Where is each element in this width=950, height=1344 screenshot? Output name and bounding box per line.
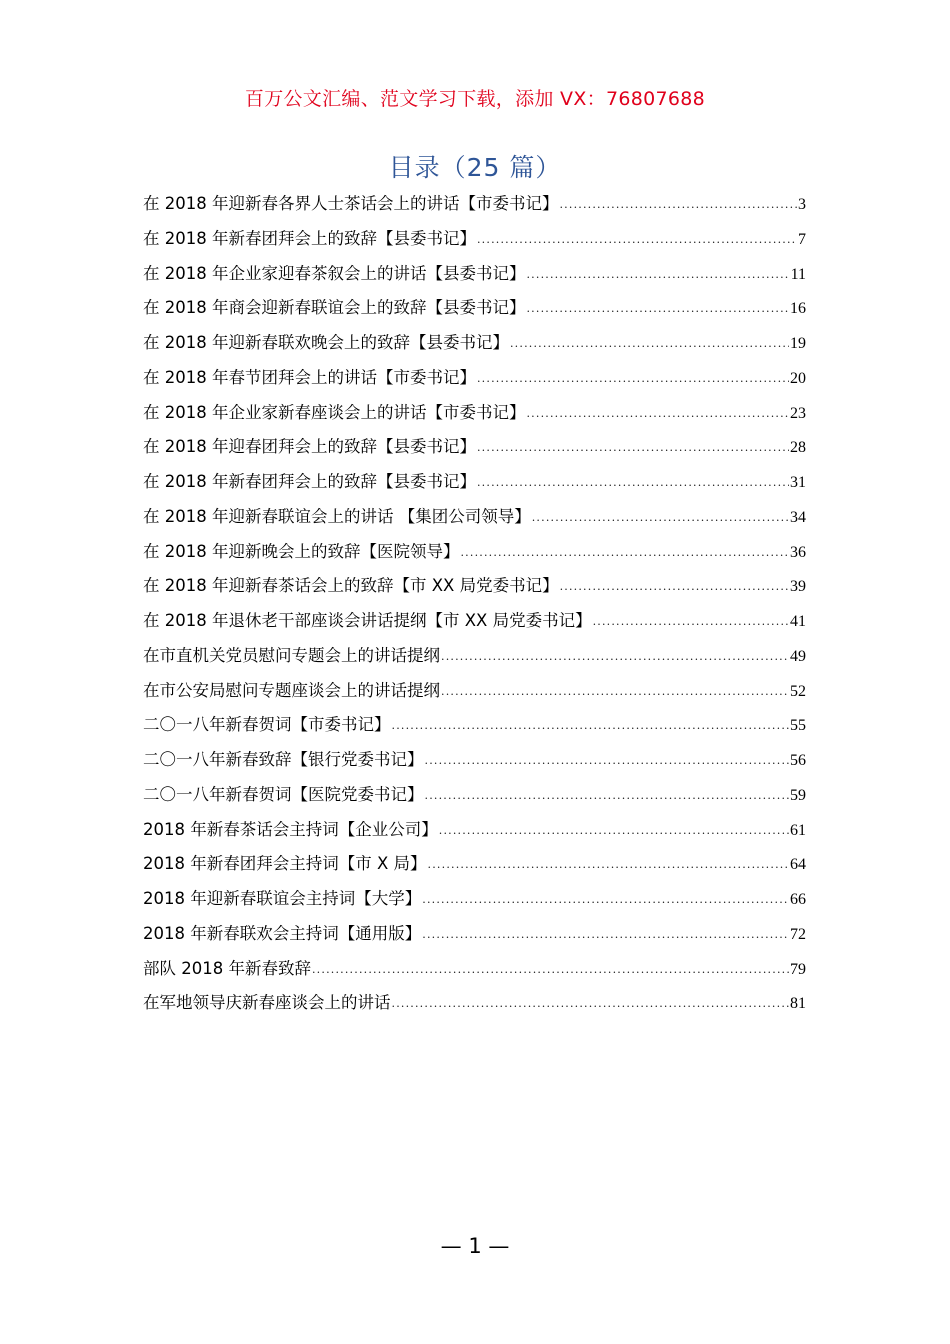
toc-entry-page: 19: [790, 335, 806, 352]
toc-entry-title: 2018 年迎新春联谊会主持词【大学】: [143, 889, 422, 908]
toc-entry-title: 部队 2018 年新春致辞: [143, 958, 311, 978]
toc-entry-page: 3: [798, 196, 806, 213]
toc-entry[interactable]: [143, 677, 806, 712]
dot-leader: [593, 615, 789, 628]
toc-entry-title: 在 2018 年迎新春茶话会上的致辞【市 XX 局党委书记】: [143, 576, 559, 596]
toc-entry[interactable]: [143, 190, 806, 225]
dot-leader: [477, 441, 789, 454]
toc-entry-title: 在市公安局慰问专题座谈会上的讲话提纲: [143, 680, 440, 700]
toc-entry-title: 在军地领导庆新春座谈会上的讲话: [143, 993, 391, 1013]
toc-entry-page: 52: [790, 682, 806, 700]
toc-entry-title: 二〇一八年新春贺词【医院党委书记】: [143, 784, 424, 804]
dot-leader: [425, 754, 790, 767]
dot-leader: [425, 789, 790, 802]
dot-leader: [526, 407, 789, 420]
toc-entry[interactable]: [143, 225, 806, 260]
toc-entry-page: 66: [790, 891, 806, 908]
toc-entry-title: 在 2018 年迎新春联欢晚会上的致辞【县委书记】: [143, 333, 509, 352]
toc-entry-page: 49: [790, 647, 806, 665]
toc-entry-page: 7: [798, 230, 806, 248]
toc-entry-title: 在市直机关党员慰问专题会上的讲话提纲: [143, 645, 440, 665]
toc-entry[interactable]: [143, 260, 806, 295]
toc-entry[interactable]: [143, 399, 806, 434]
toc-entry-page: 81: [790, 995, 806, 1013]
toc-entry-title: 在 2018 年春节团拜会上的讲话【市委书记】: [143, 367, 476, 387]
toc-entry-page: 34: [790, 508, 806, 526]
toc-entry-page: 20: [790, 369, 806, 387]
toc-entry[interactable]: [143, 920, 806, 955]
dot-leader: [510, 337, 789, 350]
toc-entry-page: 61: [790, 821, 806, 839]
toc-entry[interactable]: [143, 364, 806, 399]
toc-entry[interactable]: [143, 503, 806, 538]
toc-entry-page: 56: [790, 752, 806, 769]
toc-entry-page: 79: [790, 960, 806, 978]
toc-entry-page: 31: [790, 474, 806, 491]
dot-leader: [477, 233, 797, 246]
toc-entry-title: 在 2018 年企业家新春座谈会上的讲话【市委书记】: [143, 402, 526, 422]
toc-entry[interactable]: [143, 781, 806, 816]
toc-entry-page: 72: [790, 925, 806, 943]
toc-entry-page: 23: [790, 404, 806, 422]
toc-entry-page: 59: [790, 786, 806, 804]
dot-leader: [441, 685, 789, 698]
toc-entry[interactable]: [143, 329, 806, 364]
toc-entry[interactable]: [143, 572, 806, 607]
toc-entry-title: 二〇一八年新春贺词【市委书记】: [143, 715, 391, 735]
toc-title: 目录（25 篇）: [388, 153, 562, 182]
header-banner: 百万公文汇编、范文学习下载，添加 VX：76807688: [244, 88, 706, 110]
toc-entry[interactable]: [143, 468, 806, 503]
dot-leader: [422, 893, 789, 906]
dot-leader: [560, 580, 789, 593]
toc-entry-page: 16: [790, 300, 806, 318]
toc-entry-page: 36: [790, 543, 806, 561]
dot-leader: [441, 650, 789, 663]
toc-entry-page: 64: [790, 856, 806, 874]
dot-leader: [439, 824, 789, 837]
toc-entry[interactable]: [143, 885, 806, 920]
toc-entry-title: 二〇一八年新春致辞【银行党委书记】: [143, 750, 424, 769]
toc-entry-page: 41: [790, 613, 806, 630]
toc-entry[interactable]: [143, 294, 806, 329]
dot-leader: [532, 511, 789, 524]
toc-entry[interactable]: [143, 955, 806, 990]
dot-leader: [477, 372, 789, 385]
toc-entry-title: 在 2018 年迎新春各界人士茶话会上的讲话【市委书记】: [143, 194, 559, 213]
toc-entry-title: 在 2018 年迎新晚会上的致辞【医院领导】: [143, 541, 460, 561]
toc-entry-title: 在 2018 年企业家迎春茶叙会上的讲话【县委书记】: [143, 263, 526, 283]
toc-entry-title: 在 2018 年新春团拜会上的致辞【县委书记】: [143, 472, 476, 491]
dot-leader: [460, 546, 789, 559]
toc-entry[interactable]: [143, 746, 806, 781]
toc-entry-title: 2018 年新春茶话会主持词【企业公司】: [143, 819, 438, 839]
page-number: — 1 —: [440, 1234, 510, 1258]
dot-leader: [526, 302, 789, 315]
table-of-contents: [143, 190, 806, 1024]
toc-entry-title: 2018 年新春联欢会主持词【通用版】: [143, 923, 422, 943]
toc-entry[interactable]: [143, 642, 806, 677]
toc-entry-page: 55: [790, 717, 806, 735]
dot-leader: [392, 997, 790, 1010]
toc-entry[interactable]: [143, 711, 806, 746]
toc-entry-title: 2018 年新春团拜会主持词【市 X 局】: [143, 854, 427, 874]
toc-entry[interactable]: [143, 607, 806, 642]
toc-entry[interactable]: [143, 816, 806, 851]
toc-entry-page: 28: [790, 439, 806, 457]
toc-entry[interactable]: [143, 538, 806, 573]
dot-leader: [428, 858, 789, 871]
toc-entry-page: 39: [790, 578, 806, 596]
toc-entry-title: 在 2018 年迎新春联谊会上的讲话 【集团公司领导】: [143, 506, 531, 526]
dot-leader: [526, 268, 789, 281]
dot-leader: [392, 719, 790, 732]
dot-leader: [477, 476, 789, 489]
toc-entry[interactable]: [143, 433, 806, 468]
toc-entry-title: 在 2018 年退休老干部座谈会讲话提纲【市 XX 局党委书记】: [143, 611, 592, 630]
toc-entry-title: 在 2018 年商会迎新春联谊会上的致辞【县委书记】: [143, 298, 526, 318]
dot-leader: [559, 198, 797, 211]
toc-entry-title: 在 2018 年迎春团拜会上的致辞【县委书记】: [143, 437, 476, 457]
toc-entry-page: 11: [790, 265, 806, 283]
dot-leader: [312, 963, 789, 976]
toc-entry[interactable]: [143, 989, 806, 1024]
dot-leader: [422, 928, 789, 941]
toc-entry[interactable]: [143, 850, 806, 885]
toc-entry-title: 在 2018 年新春团拜会上的致辞【县委书记】: [143, 228, 476, 248]
